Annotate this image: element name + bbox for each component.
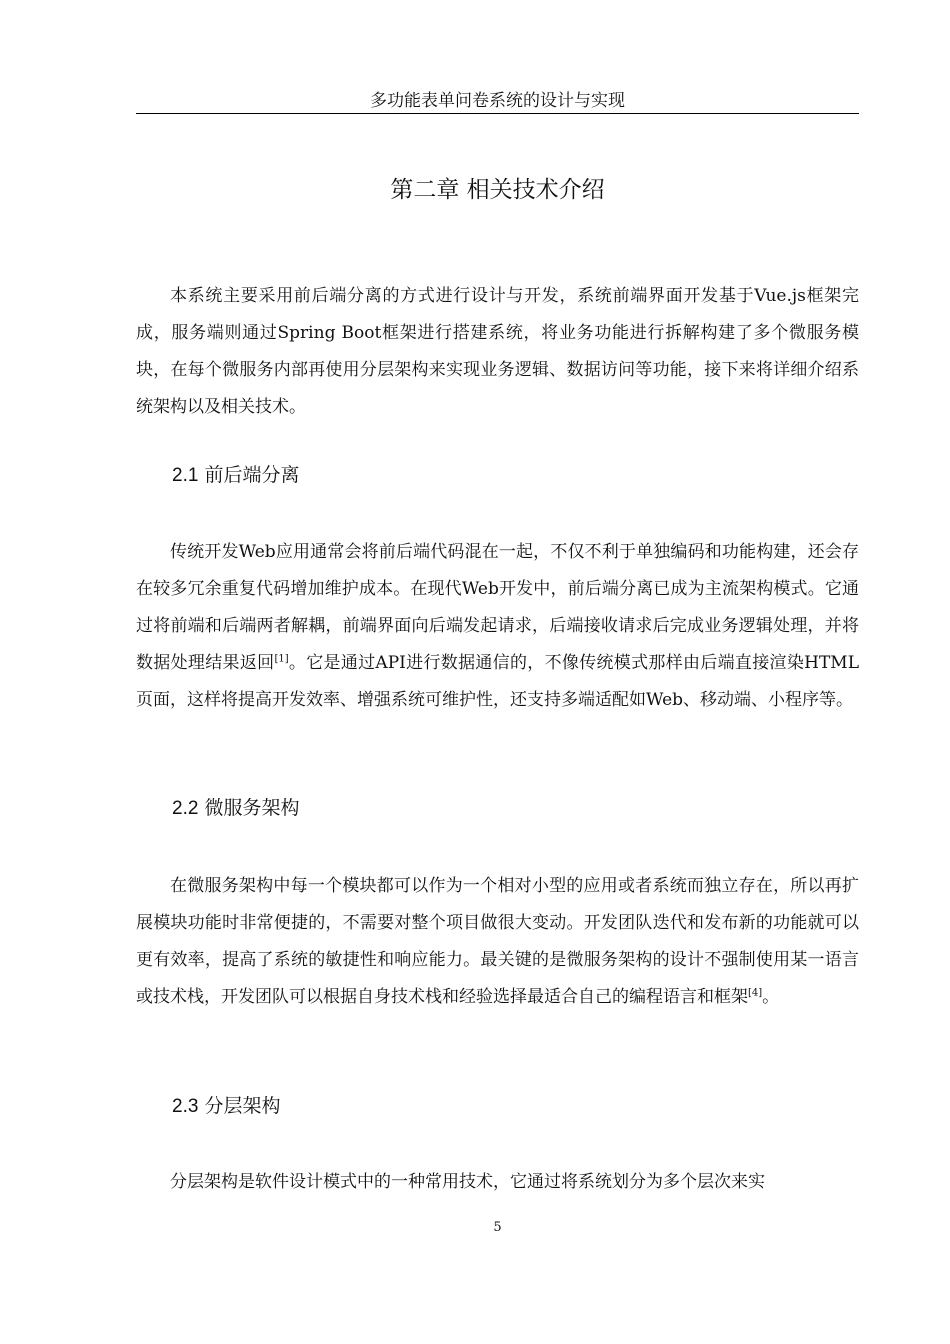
intro-paragraph: 本系统主要采用前后端分离的方式进行设计与开发，系统前端界面开发基于Vue.js框架完成，服务端则通过Spring Boot框架进行搭建系统，将业务功能进行拆解构建了多个微服务模块，在每个微服务内部再使用分层架构来实现业务逻辑、数据访问等功能，接下来将详细介绍系统架构以及相关技术。 xyxy=(136,286,859,417)
chapter-title: 第二章 相关技术介绍 xyxy=(390,177,605,203)
header-rule xyxy=(136,113,859,114)
paragraph-text: 。 xyxy=(762,987,780,1007)
paragraph-text: 在微服务架构中每一个模块都可以作为一个相对小型的应用或者系统而独立存在，所以再扩展模块功能时非常便捷的，不需要对整个项目做很大变动。开发团队迭代和发布新的功能就可以更有效率，提高了系统的敏捷性和响应能力。最关键的是微服务架构的设计不强制使用某一语言或技术栈，开发团队可以根据自身技术栈和经验选择最适合自己的编程语言和框架 xyxy=(136,876,859,1007)
citation: [1] xyxy=(274,653,289,665)
section-heading-2-2 xyxy=(172,793,299,824)
section-2-2-paragraph xyxy=(136,868,859,1016)
section-heading-2-3 xyxy=(172,1091,280,1122)
page-number: 5 xyxy=(493,1220,502,1235)
citation: [4] xyxy=(748,987,763,999)
section-heading-2-1 xyxy=(172,460,299,491)
section-number: 2.3 xyxy=(172,1096,199,1117)
section-2-3-paragraph xyxy=(136,1164,859,1201)
running-header: 多功能表单问卷系统的设计与实现 xyxy=(370,91,625,111)
paragraph-text: 。它是通过API进行数据通信的，不像传统模式那样由后端直接渲染HTML页面，这样将提高开发效率、增强系统可维护性，还支持多端适配如Web、移动端、小程序等。 xyxy=(136,653,860,710)
section-number: 2.1 xyxy=(172,465,199,486)
section-2-1-paragraph xyxy=(136,534,859,719)
paragraph-text: 分层架构是软件设计模式中的一种常用技术，它通过将系统划分为多个层次来实 xyxy=(170,1172,765,1192)
section-number: 2.2 xyxy=(172,798,199,819)
paragraph-text: 传统开发Web应用通常会将前后端代码混在一起，不仅不利于单独编码和功能构建，还会存在较多冗余重复代码增加维护成本。在现代Web开发中，前后端分离已成为主流架构模式。它通过将前端和后端两者解耦，前端界面向后端发起请求，后端接收请求后完成业务逻辑处理，并将数据处理结果返回 xyxy=(136,542,859,673)
section-title: 微服务架构 xyxy=(204,797,300,819)
section-title: 前后端分离 xyxy=(204,464,300,486)
section-title: 分层架构 xyxy=(204,1095,281,1117)
